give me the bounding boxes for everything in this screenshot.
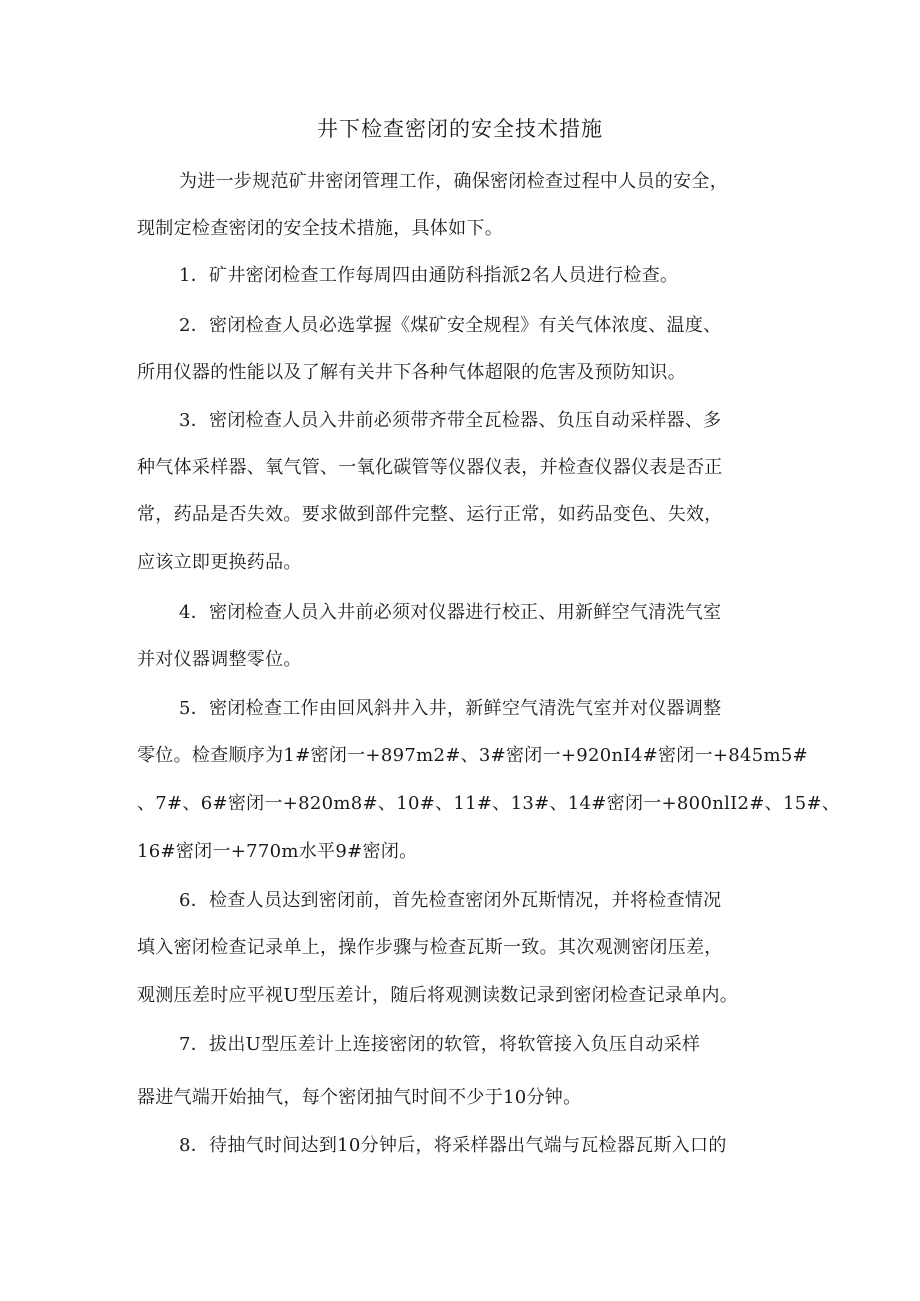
paragraph-line: 3．密闭检查人员入井前必须带齐带全瓦检器、负压自动采样器、多 (179, 410, 722, 431)
paragraph-line: 零位。检查顺序为1#密闭一+897m2#、3#密闭一+920nI4#密闭一+845m5# (137, 745, 809, 766)
paragraph-line: 4．密闭检查人员入井前必须对仪器进行校正、用新鲜空气清洗气室 (179, 602, 722, 623)
paragraph-line: 1．矿井密闭检查工作每周四由通防科指派2名人员进行检查。 (179, 265, 679, 286)
document-title: 井下检查密闭的安全技术措施 (317, 117, 603, 141)
paragraph-line: 现制定检查密闭的安全技术措施，具体如下。 (137, 218, 503, 239)
paragraph-line: 并对仪器调整零位。 (137, 649, 302, 670)
paragraph-line: 所用仪器的性能以及了解有关井下各种气体超限的危害及预防知识。 (137, 362, 686, 383)
paragraph-line: 观测压差时应平视U型压差计，随后将观测读数记录到密闭检查记录单内。 (137, 985, 739, 1006)
paragraph-line: 5．密闭检查工作由回风斜井入井，新鲜空气清洗气室并对仪器调整 (179, 698, 722, 719)
paragraph-line: 应该立即更换药品。 (137, 552, 302, 573)
paragraph-line: 7．拔出U型压差计上连接密闭的软管，将软管接入负压自动采样 (179, 1034, 701, 1055)
paragraph-line: 为进一步规范矿井密闭管理工作，确保密闭检查过程中人员的安全， (179, 171, 728, 192)
paragraph-line: 2．密闭检查人员必选掌握《煤矿安全规程》有关气体浓度、温度、 (179, 315, 722, 336)
paragraph-line: 种气体采样器、氧气管、一氧化碳管等仪器仪表，并检查仪器仪表是否正 (137, 457, 723, 478)
paragraph-line: 常，药品是否失效。要求做到部件完整、运行正常，如药品变色、失效， (137, 504, 723, 525)
paragraph-line: 、7#、6#密闭一+820m8#、10#、11#、13#、14#密闭一+800nlI2#、15#、 (137, 793, 841, 814)
paragraph-line: 16#密闭一+770m水平9#密闭。 (137, 841, 418, 862)
paragraph-line: 填入密闭检查记录单上，操作步骤与检查瓦斯一致。其次观测密闭压差， (137, 937, 723, 958)
paragraph-line: 器进气端开始抽气，每个密闭抽气时间不少于10分钟。 (137, 1087, 582, 1108)
paragraph-line: 8．待抽气时间达到10分钟后，将采样器出气端与瓦检器瓦斯入口的 (179, 1135, 727, 1156)
paragraph-line: 6．检查人员达到密闭前，首先检查密闭外瓦斯情况，并将检查情况 (179, 890, 722, 911)
